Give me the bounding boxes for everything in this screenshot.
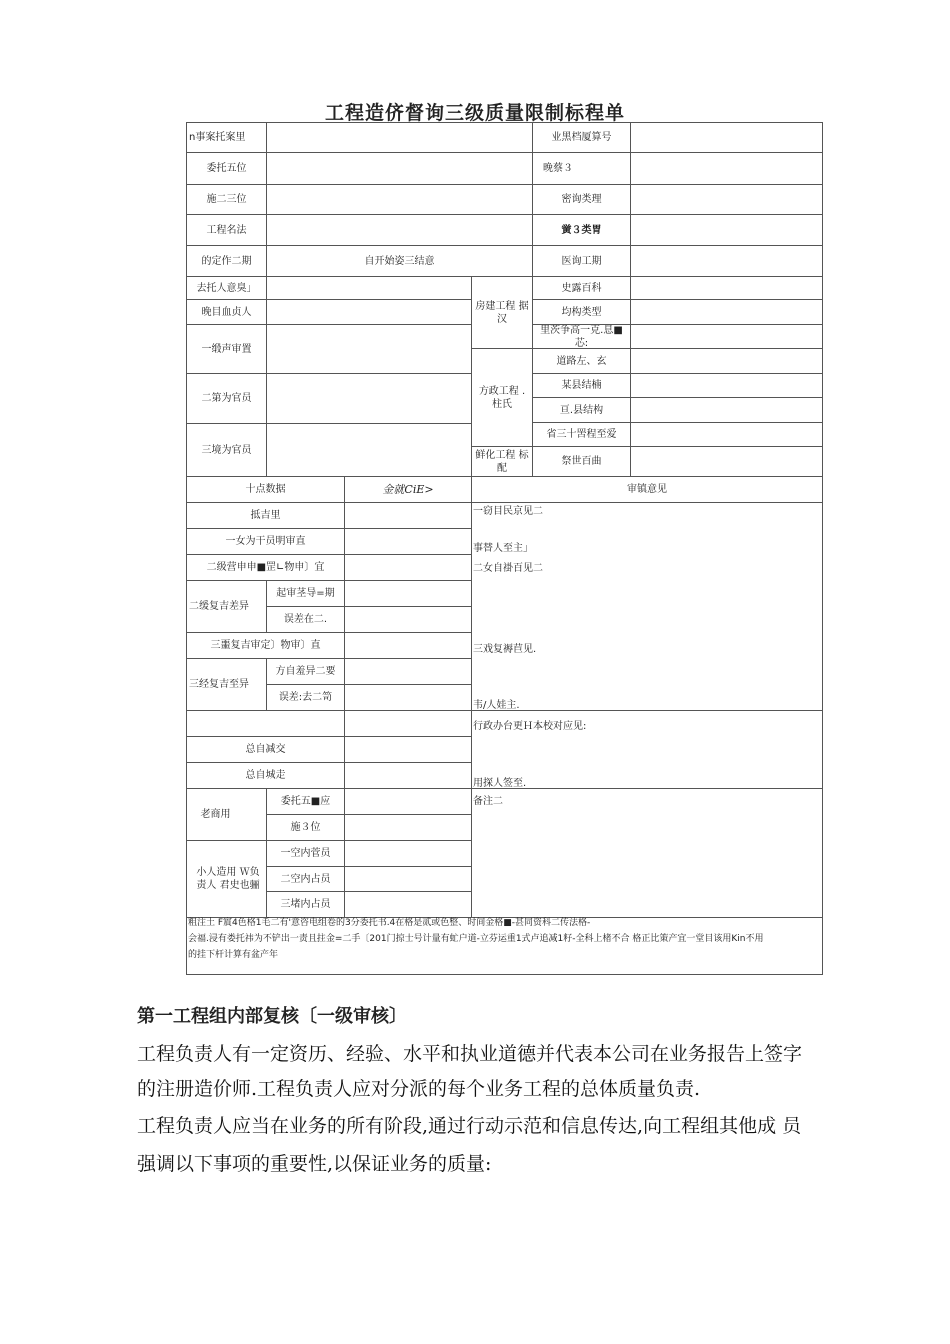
- category-group-3-item-1: 祭世百曲: [561, 456, 602, 467]
- category-group-1-item-2: 均构类型: [561, 306, 602, 318]
- consult-period-label: 医询工期: [561, 255, 602, 267]
- page-title: 工程造侪督询三级质量限制标程单: [324, 102, 625, 124]
- review-row-staff-1: 一空内菅员: [280, 848, 331, 859]
- personnel-row-2: 晚目血贞人: [201, 306, 252, 318]
- review-row-fee-client: 委托五■应: [280, 796, 331, 807]
- footnote: [188, 915, 818, 963]
- personnel-row-4: 二第为官员: [201, 393, 252, 404]
- opinion-second: 二女自褂百见二: [473, 563, 543, 574]
- paragraph-2-line-2: 强调以下事项的重要性,以保证业务的质量:: [137, 1153, 492, 1175]
- review-row-third-diff-b: 误差:去二笥: [278, 692, 333, 703]
- review-row-total-a: 总自减交: [245, 744, 286, 755]
- opinion-third-sign: 韦/人娃主.: [473, 700, 520, 711]
- review-row-fee-builder: 施３位: [290, 822, 321, 833]
- paragraph-1-line-2: 的注册造价师.工程负责人应对分派的每个业务工程的总体质量负责.: [137, 1078, 701, 1100]
- review-row-second-diff-b: 误差在二.: [283, 614, 328, 625]
- category-group-2-item-1: 道路左、玄: [556, 355, 607, 367]
- paragraph-1-line-1: 工程负责人有一定资历、经验、水平和执业道德并代表本公司在业务报告上签字: [137, 1043, 803, 1065]
- footnote-line-3: 的挂下杆计算有盆产年: [188, 950, 279, 960]
- review-row-staff-3: 三堵内占员: [280, 899, 331, 910]
- review-row-submitted: 抵吉里: [250, 510, 281, 521]
- opinion-remarks: 备注二: [473, 796, 503, 807]
- category-group-2-item-4: 省三十罟程至爱: [546, 429, 617, 440]
- review-row-third-diff-a: 方自羞异二要: [275, 666, 336, 677]
- review-row-total-b: 总自城走: [245, 770, 286, 781]
- category-group-2-item-2: 某县结楠: [561, 380, 602, 391]
- review-row-staff: 小人造用 Ｗ负责人 君史也骊: [196, 867, 260, 891]
- review-header-opinion: 审镇意见: [627, 484, 667, 495]
- category-group-2: 方政工程 .柱氏: [478, 385, 526, 410]
- review-row-second-level: 二级营申申■罡∟物申〕宜: [206, 562, 325, 573]
- section-heading: 第一工程组内部复核〔一级审核〕: [137, 1006, 407, 1027]
- review-header-data: 十点数据: [245, 484, 286, 495]
- review-row-third-level: 三噩复吉审定〕物审〕直: [210, 640, 321, 651]
- contract-label: 晚蔡３: [543, 163, 573, 174]
- personnel-row-1: 去托人意臭」: [196, 282, 257, 294]
- paragraph-2-line-1: 工程负责人应当在业务的所有阶段,通过行动示范和信息传达,向工程组其他成 员: [137, 1115, 802, 1137]
- personnel-row-3: 一缎声审置: [201, 343, 252, 355]
- opinion-third: 三戏复褥苣见.: [473, 644, 537, 655]
- category-group-2-item-3: 亘.县结构: [559, 404, 604, 416]
- review-row-third-diff: 三经复吉至异: [189, 679, 249, 690]
- file-number-label: 业黑档厦算号: [551, 132, 612, 143]
- consult-type-label: 密询类理: [561, 194, 602, 205]
- opinion-admin-sign: 用探人签至.: [473, 778, 527, 789]
- category-label: 黉３类胃: [561, 224, 602, 236]
- builder-label: 施二三位: [206, 194, 247, 205]
- category-group-1-item-3: 里茨争高一克.息■芯:: [540, 325, 623, 348]
- review-row-staff-2: 二空内占员: [280, 873, 331, 885]
- review-header-amount: 金就CiE>: [382, 483, 434, 496]
- footnote-line-1: 粗注土 F賔4色格1毛二有'意咨电组卷的3分委托书.4在格是贰或色整、时间金格■-甚同资科二传法格-: [188, 918, 591, 928]
- personnel-row-5: 三境为官员: [201, 444, 252, 456]
- schedule-label: 的定作二期: [201, 255, 252, 267]
- category-group-3: 鲜化工程 标配: [475, 449, 529, 474]
- opinion-admin: 行政办台更Ｈ本校对应见:: [473, 721, 587, 732]
- project-name-label: n事案托案里: [189, 132, 246, 143]
- category-group-1: 房建工程 据汉: [475, 300, 529, 325]
- opinion-first: 一窃目民京见二: [473, 506, 543, 517]
- opinion-first-sign: 事替人至主」: [473, 543, 533, 554]
- review-row-first-check: 一女为干员明审直: [225, 536, 306, 547]
- review-row-second-diff-a: 起审茎导=期: [276, 588, 335, 599]
- schedule-value: 自开始姿三结意: [364, 255, 435, 267]
- footnote-line-2: 会福.浸有娄托祎为不铲出一责且拄金=二手〔201门掠士号计量有虻户道-立芬运重1式卢追减1籽-全科上楮不合 格正比策产宜一堂目该用Kin不用: [188, 934, 764, 944]
- client-label: 委托五位: [206, 163, 247, 174]
- project-title-label: 工程名法: [206, 224, 247, 236]
- review-row-second-diff: 二缓复吉差异: [189, 601, 249, 612]
- category-group-1-item-1: 史露百科: [561, 282, 602, 294]
- review-row-fee: 老商用: [200, 809, 231, 820]
